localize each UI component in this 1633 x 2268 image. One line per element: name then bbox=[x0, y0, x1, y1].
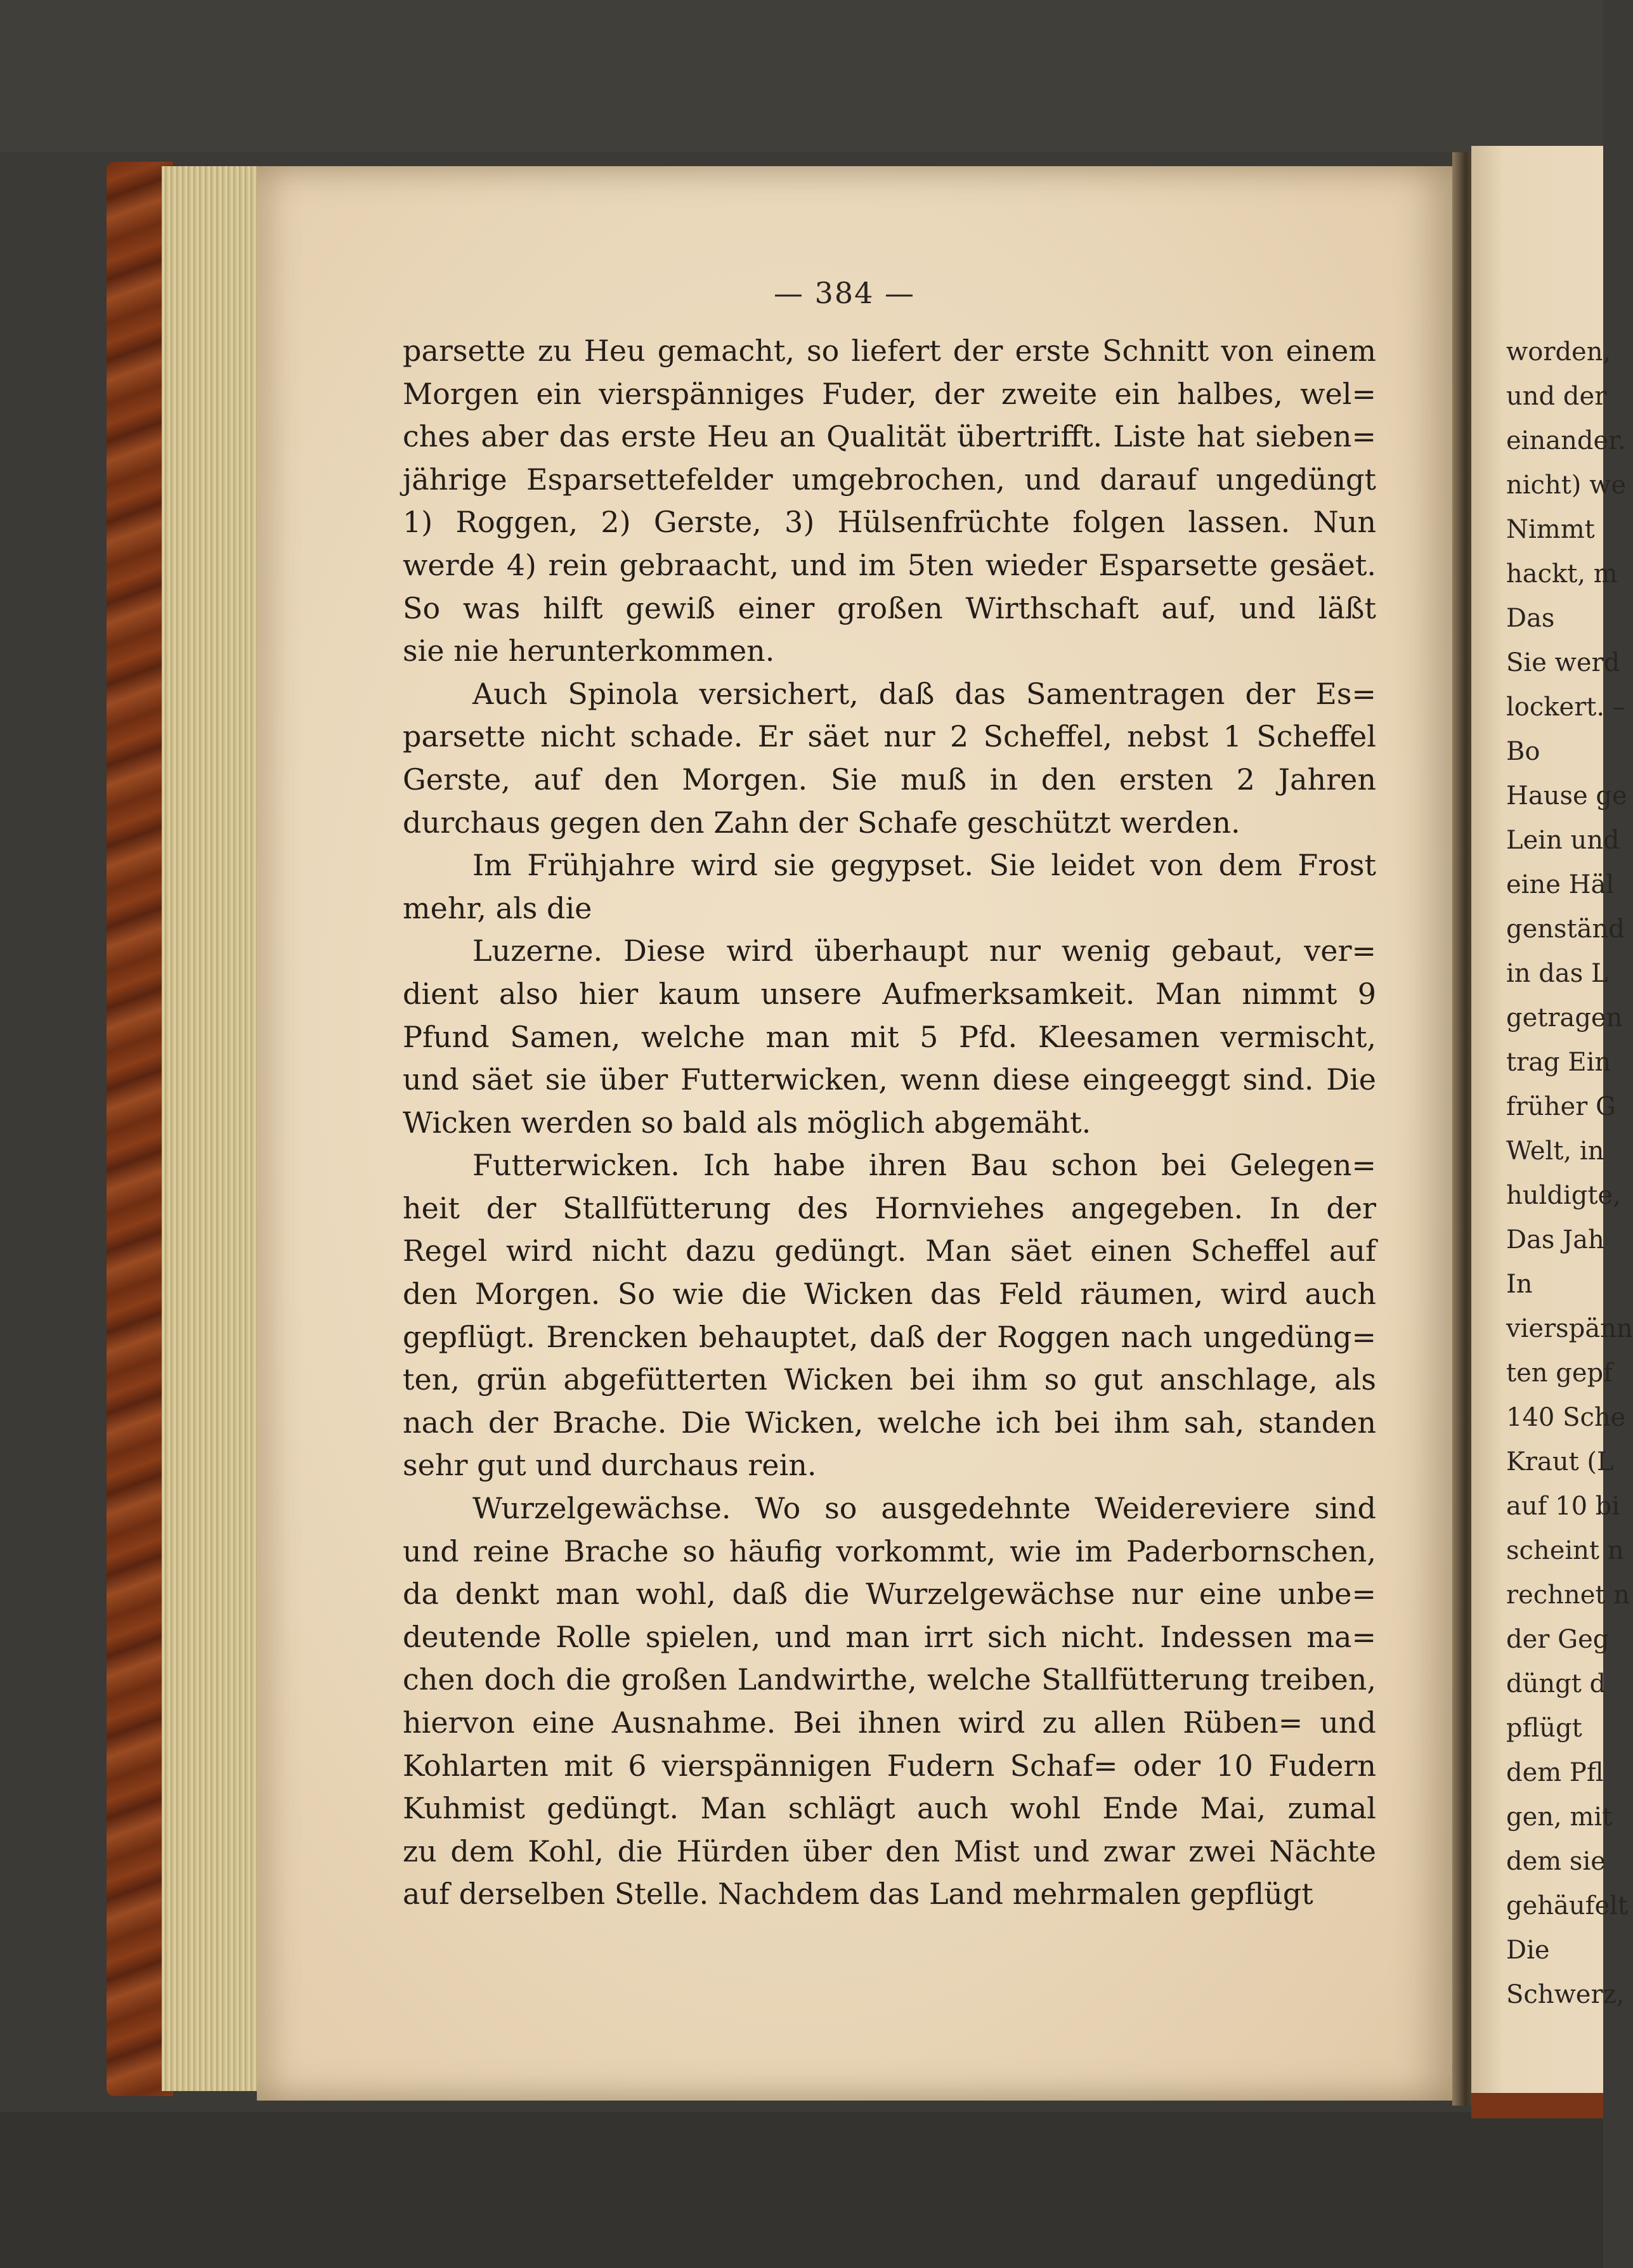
facing-text-fragment: vierspänn bbox=[1506, 1314, 1633, 1343]
facing-text-fragment: Welt, in bbox=[1506, 1137, 1604, 1166]
text-line: nach der Brache. Die Wicken, welche ich bei ihm sah, standen bbox=[403, 1405, 1376, 1440]
facing-text-fragment: gen, mit bbox=[1506, 1802, 1613, 1832]
text-line: ches aber das erste Heu an Qualität übertrifft. Liste hat sieben= bbox=[403, 419, 1376, 454]
facing-text-fragment: auf 10 bi bbox=[1506, 1492, 1620, 1521]
facing-text-fragment: worden, bbox=[1506, 337, 1611, 367]
text-line: durchaus gegen den Zahn der Schafe geschützt werden. bbox=[403, 805, 1240, 840]
text-line: und reine Brache so häufig vorkommt, wie im Paderbornschen, bbox=[403, 1534, 1376, 1568]
text-line: parsette nicht schade. Er säet nur 2 Scheffel, nebst 1 Scheffel bbox=[403, 719, 1376, 754]
facing-text-fragment: gehäufelt bbox=[1506, 1891, 1628, 1920]
facing-text-fragment: dem sie bbox=[1506, 1847, 1606, 1876]
facing-text-fragment: Schwerz, bbox=[1506, 1980, 1625, 2009]
text-line: und säet sie über Futterwicken, wenn diese eingeeggt sind. Die bbox=[403, 1062, 1376, 1097]
facing-text-fragment: trag Ein bbox=[1506, 1048, 1611, 1077]
facing-text-fragment: Das bbox=[1506, 604, 1555, 633]
text-line: Pfund Samen, welche man mit 5 Pfd. Kleesamen vermischt, bbox=[403, 1019, 1376, 1054]
text-line: heit der Stallfütterung des Hornviehes angegeben. In der bbox=[403, 1190, 1376, 1225]
facing-text-fragment: rechnet n bbox=[1506, 1580, 1630, 1610]
text-line: auf derselben Stelle. Nachdem das Land mehrmalen gepflügt bbox=[403, 1877, 1313, 1912]
background-bottom bbox=[0, 2112, 1603, 2268]
text-line: Auch Spinola versichert, daß das Samentragen der Es= bbox=[472, 676, 1376, 711]
text-line: Wicken werden so bald als möglich abgemäht. bbox=[403, 1105, 1091, 1140]
facing-text-fragment: genständ bbox=[1506, 915, 1625, 944]
text-line: ten, grün abgefütterten Wicken bei ihm so gut anschlage, als bbox=[403, 1362, 1376, 1397]
facing-text-fragment: Bo bbox=[1506, 737, 1540, 766]
text-line: jährige Esparsettefelder umgebrochen, und darauf ungedüngt bbox=[403, 462, 1376, 497]
text-line: 1) Roggen, 2) Gerste, 3) Hülsenfrüchte folgen lassen. Nun bbox=[403, 505, 1376, 540]
text-line: Morgen ein vierspänniges Fuder, der zweite ein halbes, wel= bbox=[403, 376, 1376, 411]
facing-text-fragment: düngt d bbox=[1506, 1669, 1606, 1698]
text-line: da denkt man wohl, daß die Wurzelgewächse nur eine unbe= bbox=[403, 1577, 1376, 1612]
text-line: Im Frühjahre wird sie gegypset. Sie leidet von dem Frost bbox=[472, 848, 1376, 883]
facing-text-fragment: pflügt bbox=[1506, 1714, 1582, 1743]
text-line: parsette zu Heu gemacht, so liefert der erste Schnitt von einem bbox=[403, 334, 1376, 368]
text-line: Kohlarten mit 6 vierspännigen Fudern Schaf= oder 10 Fudern bbox=[403, 1748, 1376, 1783]
text-line: werde 4) rein gebraacht, und im 5ten wieder Esparsette gesäet. bbox=[403, 547, 1376, 582]
text-line: chen doch die großen Landwirthe, welche Stallfütterung treiben, bbox=[403, 1662, 1376, 1697]
facing-text-fragment: eine Häl bbox=[1506, 870, 1615, 899]
text-line: dient also hier kaum unsere Aufmerksamkeit. Man nimmt 9 bbox=[403, 976, 1376, 1011]
facing-text-fragment: Lein und bbox=[1506, 826, 1620, 855]
text-line: Futterwicken. Ich habe ihren Bau schon bei Gelegen= bbox=[472, 1148, 1376, 1183]
facing-text-fragment: ten gepf bbox=[1506, 1359, 1613, 1388]
text-line: sehr gut und durchaus rein. bbox=[403, 1448, 817, 1483]
facing-text-fragment: In bbox=[1506, 1270, 1533, 1299]
page-number: — 384 — bbox=[774, 276, 916, 310]
text-line: zu dem Kohl, die Hürden über den Mist und zwar zwei Nächte bbox=[403, 1834, 1376, 1868]
background-top bbox=[0, 0, 1603, 152]
text-line: So was hilft gewiß einer großen Wirthschaft auf, und läßt bbox=[403, 590, 1376, 625]
right-cover-edge bbox=[1471, 2093, 1603, 2118]
facing-text-fragment: hackt, m bbox=[1506, 559, 1618, 589]
facing-text-fragment: in das L bbox=[1506, 959, 1608, 988]
facing-text-fragment: dem Pfl bbox=[1506, 1758, 1604, 1787]
facing-text-fragment: und der bbox=[1506, 382, 1607, 411]
facing-text-fragment: der Geg bbox=[1506, 1625, 1610, 1654]
text-line: Regel wird nicht dazu gedüngt. Man säet einen Scheffel auf bbox=[403, 1234, 1376, 1268]
text-line: hiervon eine Ausnahme. Bei ihnen wird zu allen Rüben= und bbox=[403, 1705, 1376, 1740]
facing-text-fragment: getragen bbox=[1506, 1003, 1623, 1033]
facing-text-fragment: 140 Sche bbox=[1506, 1403, 1626, 1432]
facing-text-fragment: nicht) we bbox=[1506, 471, 1627, 500]
text-line: mehr, als die bbox=[403, 890, 592, 925]
facing-text-fragment: Das Jah bbox=[1506, 1225, 1604, 1255]
text-line: Luzerne. Diese wird überhaupt nur wenig gebaut, ver= bbox=[472, 934, 1376, 968]
text-line: den Morgen. So wie die Wicken das Feld räumen, wird auch bbox=[403, 1277, 1376, 1312]
facing-text-fragment: scheint n bbox=[1506, 1536, 1624, 1565]
facing-text-fragment: einander. bbox=[1506, 426, 1626, 455]
page-text bbox=[403, 330, 1376, 1916]
facing-text-fragment: früher G bbox=[1506, 1092, 1616, 1121]
facing-text-fragment: huldigte, bbox=[1506, 1181, 1621, 1210]
text-line: sie nie herunterkommen. bbox=[403, 634, 775, 668]
facing-text-fragment: Nimmt bbox=[1506, 515, 1595, 544]
text-line: Gerste, auf den Morgen. Sie muß in den ersten 2 Jahren bbox=[403, 762, 1376, 797]
facing-text-fragment: Hause ge bbox=[1506, 781, 1627, 811]
text-line: gepflügt. Brencken behauptet, daß der Roggen nach ungedüng= bbox=[403, 1319, 1376, 1354]
facing-text-fragment: lockert. – bbox=[1506, 693, 1625, 722]
page-edges bbox=[162, 166, 263, 2091]
facing-text-fragment: Kraut (L bbox=[1506, 1447, 1614, 1476]
facing-page-text bbox=[1506, 330, 1633, 2017]
text-line: Kuhmist gedüngt. Man schlägt auch wohl Ende Mai, zumal bbox=[403, 1791, 1376, 1826]
facing-text-fragment: Die bbox=[1506, 1936, 1550, 1965]
text-line: deutende Rolle spielen, und man irrt sich nicht. Indessen ma= bbox=[403, 1619, 1376, 1654]
facing-text-fragment: Sie werd bbox=[1506, 648, 1620, 677]
text-line: Wurzelgewächse. Wo so ausgedehnte Weidereviere sind bbox=[472, 1491, 1376, 1526]
